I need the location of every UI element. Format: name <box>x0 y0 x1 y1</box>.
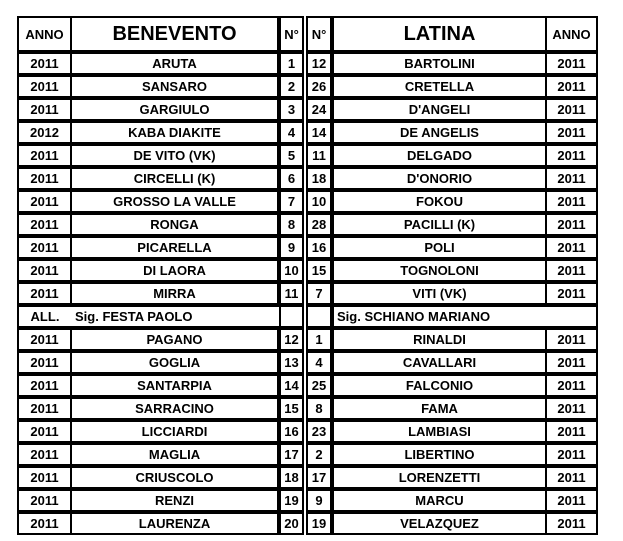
home-player-name: RONGA <box>71 213 279 236</box>
away-player-year: 2011 <box>546 236 598 259</box>
away-player-name: POLI <box>332 236 546 259</box>
home-player-year: 2011 <box>17 351 71 374</box>
player-row <box>17 75 598 98</box>
player-row <box>17 466 598 489</box>
away-player-year: 2011 <box>546 98 598 121</box>
away-player-number: 9 <box>306 489 332 512</box>
home-player-number: 7 <box>279 190 304 213</box>
away-player-year: 2011 <box>546 351 598 374</box>
away-player-year: 2011 <box>546 420 598 443</box>
away-player-name: DE ANGELIS <box>332 121 546 144</box>
home-player-name: MIRRA <box>71 282 279 305</box>
home-player-number: 9 <box>279 236 304 259</box>
lineup-body <box>17 16 598 535</box>
home-player-number: 8 <box>279 213 304 236</box>
player-row <box>17 512 598 535</box>
away-player-year: 2011 <box>546 167 598 190</box>
away-player-number: 14 <box>306 121 332 144</box>
home-player-number: 13 <box>279 351 304 374</box>
player-row <box>17 236 598 259</box>
home-player-name: GROSSO LA VALLE <box>71 190 279 213</box>
home-player-number: 16 <box>279 420 304 443</box>
away-player-year: 2011 <box>546 52 598 75</box>
lineup-sheet <box>17 16 605 535</box>
player-row <box>17 420 598 443</box>
player-row <box>17 282 598 305</box>
home-player-name: ARUTA <box>71 52 279 75</box>
player-row <box>17 98 598 121</box>
home-player-name: DI LAORA <box>71 259 279 282</box>
staff-blank <box>279 305 304 328</box>
home-player-year: 2011 <box>17 213 71 236</box>
away-player-number: 15 <box>306 259 332 282</box>
home-player-year: 2011 <box>17 466 71 489</box>
away-number-header: N° <box>306 16 332 52</box>
home-player-number: 12 <box>279 328 304 351</box>
player-row <box>17 259 598 282</box>
away-player-number: 10 <box>306 190 332 213</box>
home-player-year: 2011 <box>17 397 71 420</box>
away-player-year: 2011 <box>546 466 598 489</box>
player-row <box>17 167 598 190</box>
lineup-table <box>17 16 598 535</box>
away-player-number: 1 <box>306 328 332 351</box>
away-anno-header: ANNO <box>546 16 598 52</box>
staff-row <box>17 305 598 328</box>
home-anno-header: ANNO <box>17 16 71 52</box>
home-player-name: SARRACINO <box>71 397 279 420</box>
home-player-name: LICCIARDI <box>71 420 279 443</box>
player-row <box>17 374 598 397</box>
home-player-year: 2011 <box>17 98 71 121</box>
home-player-year: 2012 <box>17 121 71 144</box>
away-player-year: 2011 <box>546 75 598 98</box>
home-player-year: 2011 <box>17 328 71 351</box>
home-player-number: 11 <box>279 282 304 305</box>
home-player-year: 2011 <box>17 236 71 259</box>
away-player-name: CAVALLARI <box>332 351 546 374</box>
home-player-name: GOGLIA <box>71 351 279 374</box>
away-player-year: 2011 <box>546 259 598 282</box>
player-row <box>17 328 598 351</box>
home-player-name: LAURENZA <box>71 512 279 535</box>
player-row <box>17 213 598 236</box>
away-team-name: LATINA <box>332 16 546 52</box>
away-player-name: LORENZETTI <box>332 466 546 489</box>
home-player-year: 2011 <box>17 512 71 535</box>
away-player-year: 2011 <box>546 190 598 213</box>
header-row <box>17 16 598 52</box>
home-team-name: BENEVENTO <box>71 16 279 52</box>
away-player-name: VELAZQUEZ <box>332 512 546 535</box>
home-player-year: 2011 <box>17 443 71 466</box>
home-player-number: 17 <box>279 443 304 466</box>
away-player-number: 16 <box>306 236 332 259</box>
away-player-year: 2011 <box>546 121 598 144</box>
home-player-year: 2011 <box>17 374 71 397</box>
away-coach-name: Sig. SCHIANO MARIANO <box>332 305 598 328</box>
away-player-name: PACILLI (K) <box>332 213 546 236</box>
away-player-number: 8 <box>306 397 332 420</box>
home-player-name: RENZI <box>71 489 279 512</box>
home-player-number: 4 <box>279 121 304 144</box>
home-player-number: 20 <box>279 512 304 535</box>
home-player-name: GARGIULO <box>71 98 279 121</box>
home-player-number: 10 <box>279 259 304 282</box>
home-player-name: CRIUSCOLO <box>71 466 279 489</box>
away-player-year: 2011 <box>546 144 598 167</box>
home-player-number: 3 <box>279 98 304 121</box>
home-player-name: DE VITO (VK) <box>71 144 279 167</box>
away-player-year: 2011 <box>546 213 598 236</box>
home-player-name: SANSARO <box>71 75 279 98</box>
away-player-name: VITI (VK) <box>332 282 546 305</box>
player-row <box>17 351 598 374</box>
away-player-year: 2011 <box>546 374 598 397</box>
away-player-year: 2011 <box>546 397 598 420</box>
away-player-number: 18 <box>306 167 332 190</box>
away-player-number: 26 <box>306 75 332 98</box>
away-player-name: CRETELLA <box>332 75 546 98</box>
home-player-year: 2011 <box>17 420 71 443</box>
away-player-number: 24 <box>306 98 332 121</box>
away-player-name: FOKOU <box>332 190 546 213</box>
player-row <box>17 489 598 512</box>
player-row <box>17 52 598 75</box>
away-player-name: FALCONIO <box>332 374 546 397</box>
away-player-year: 2011 <box>546 443 598 466</box>
player-row <box>17 144 598 167</box>
home-number-header: N° <box>279 16 304 52</box>
player-row <box>17 397 598 420</box>
home-player-year: 2011 <box>17 144 71 167</box>
player-row <box>17 121 598 144</box>
away-player-number: 2 <box>306 443 332 466</box>
away-player-number: 4 <box>306 351 332 374</box>
staff-blank <box>306 305 332 328</box>
home-player-number: 15 <box>279 397 304 420</box>
away-player-name: D'ONORIO <box>332 167 546 190</box>
away-player-name: FAMA <box>332 397 546 420</box>
home-player-number: 19 <box>279 489 304 512</box>
away-player-name: D'ANGELI <box>332 98 546 121</box>
home-player-number: 14 <box>279 374 304 397</box>
away-player-number: 12 <box>306 52 332 75</box>
away-player-year: 2011 <box>546 489 598 512</box>
home-player-name: MAGLIA <box>71 443 279 466</box>
home-player-year: 2011 <box>17 259 71 282</box>
away-player-number: 11 <box>306 144 332 167</box>
away-player-year: 2011 <box>546 512 598 535</box>
away-player-year: 2011 <box>546 328 598 351</box>
home-player-year: 2011 <box>17 167 71 190</box>
home-player-name: KABA DIAKITE <box>71 121 279 144</box>
away-player-number: 7 <box>306 282 332 305</box>
home-player-name: SANTARPIA <box>71 374 279 397</box>
home-player-year: 2011 <box>17 190 71 213</box>
away-player-number: 28 <box>306 213 332 236</box>
coach-label: ALL. <box>17 305 71 328</box>
away-player-name: DELGADO <box>332 144 546 167</box>
away-player-name: BARTOLINI <box>332 52 546 75</box>
away-player-number: 25 <box>306 374 332 397</box>
away-player-name: RINALDI <box>332 328 546 351</box>
away-player-name: MARCU <box>332 489 546 512</box>
home-player-number: 6 <box>279 167 304 190</box>
home-player-number: 18 <box>279 466 304 489</box>
home-player-year: 2011 <box>17 75 71 98</box>
player-row <box>17 190 598 213</box>
away-player-number: 17 <box>306 466 332 489</box>
away-player-name: LIBERTINO <box>332 443 546 466</box>
home-coach-name: Sig. FESTA PAOLO <box>71 305 279 328</box>
player-row <box>17 443 598 466</box>
away-player-name: LAMBIASI <box>332 420 546 443</box>
home-player-number: 2 <box>279 75 304 98</box>
home-player-number: 1 <box>279 52 304 75</box>
home-player-year: 2011 <box>17 52 71 75</box>
away-player-number: 19 <box>306 512 332 535</box>
away-player-year: 2011 <box>546 282 598 305</box>
home-player-name: PAGANO <box>71 328 279 351</box>
home-player-name: PICARELLA <box>71 236 279 259</box>
home-player-name: CIRCELLI (K) <box>71 167 279 190</box>
home-player-year: 2011 <box>17 282 71 305</box>
away-player-number: 23 <box>306 420 332 443</box>
away-player-name: TOGNOLONI <box>332 259 546 282</box>
home-player-number: 5 <box>279 144 304 167</box>
home-player-year: 2011 <box>17 489 71 512</box>
